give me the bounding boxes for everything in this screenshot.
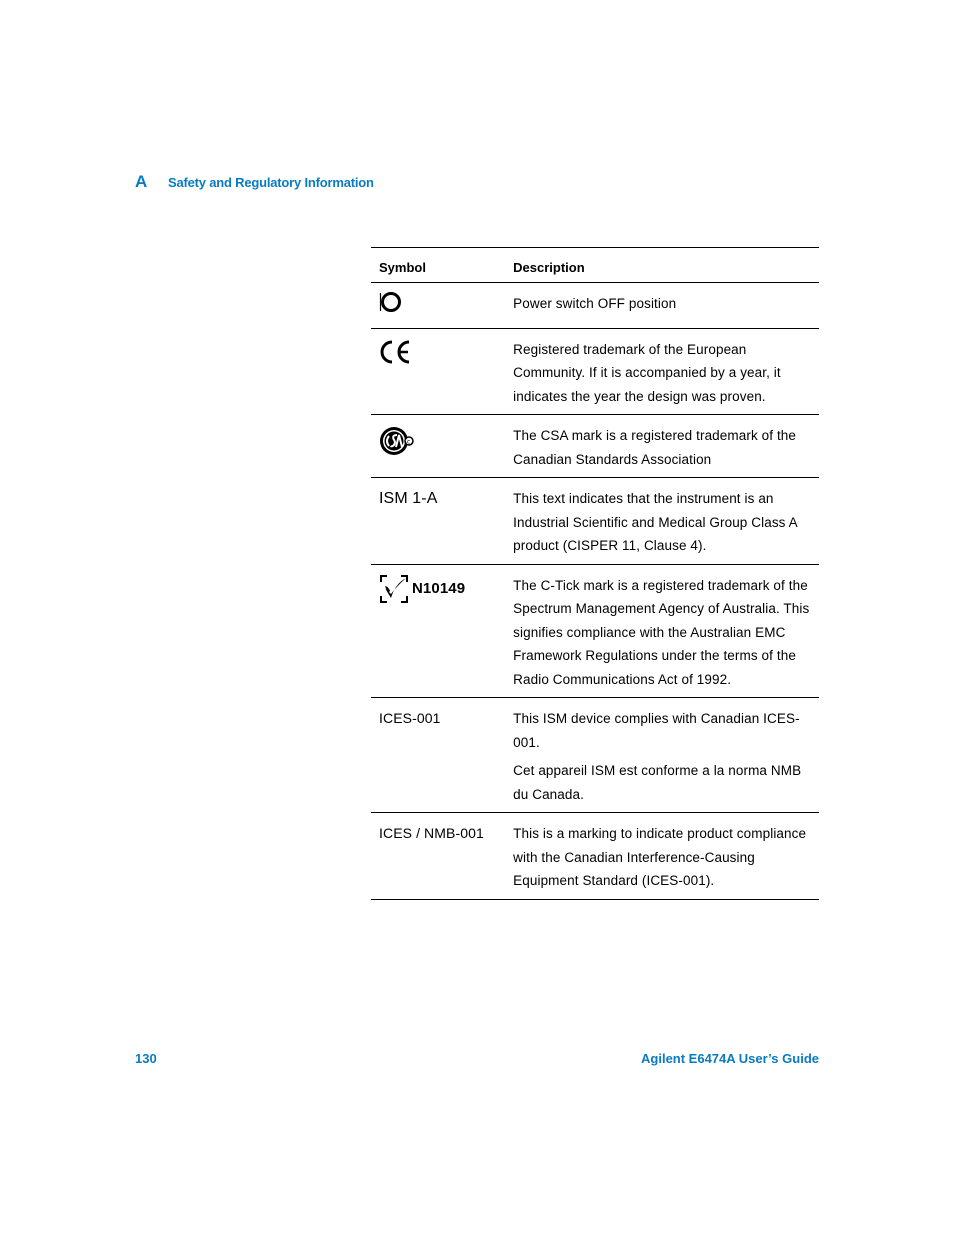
symbol-cell: [371, 415, 505, 478]
description-text-french: Cet appareil ISM est conforme a la norma NMB du Canada.: [513, 763, 802, 802]
section-title: Safety and Regulatory Information: [168, 175, 374, 190]
c-tick-mark-icon: [379, 574, 409, 604]
c-tick-symbol: [379, 574, 497, 604]
symbol-cell: [371, 283, 505, 329]
ce-mark-icon: [379, 338, 413, 366]
symbol-cell: [371, 813, 505, 900]
table-row: [371, 415, 819, 478]
c-tick-code: N10149: [412, 579, 466, 597]
table-row: [371, 813, 819, 900]
description-cell: [505, 328, 819, 415]
description-text: The CSA mark is a registered trademark of the Canadian Standards Association: [513, 428, 797, 467]
header-symbol: Symbol: [379, 260, 426, 275]
ices-nmb-symbol-text: ICES / NMB-001: [379, 825, 484, 841]
description-cell: [505, 564, 819, 698]
description-text: This is a marking to indicate product compliance with the Canadian Interference-Causing Equipment Standard (ICES-001).: [513, 826, 807, 888]
header-description: Description: [513, 260, 585, 275]
table-header-row: [371, 248, 819, 283]
description-cell: [505, 283, 819, 329]
description-cell: [505, 478, 819, 565]
svg-text:c: c: [407, 438, 411, 446]
csa-mark-icon: [379, 424, 415, 458]
symbol-cell: [371, 564, 505, 698]
table-row: [371, 564, 819, 698]
guide-title: Agilent E6474A User’s Guide: [641, 1051, 819, 1066]
description-cell: [505, 813, 819, 900]
table-row: [371, 283, 819, 329]
ism-symbol-text: ISM 1-A: [379, 490, 438, 507]
table-row: [371, 478, 819, 565]
description-cell: [505, 415, 819, 478]
symbols-table: [371, 247, 819, 900]
table-row: [371, 328, 819, 415]
page-header: [135, 172, 374, 192]
appendix-letter: A: [135, 172, 148, 191]
symbol-cell: [371, 698, 505, 813]
description-text: This text indicates that the instrument is an Industrial Scientific and Medical Group Class A product (CISPER 11, Clause 4).: [513, 491, 797, 553]
ices-symbol-text: ICES-001: [379, 710, 441, 726]
symbol-cell: [371, 478, 505, 565]
page-number: 130: [135, 1051, 157, 1066]
symbol-cell: [371, 328, 505, 415]
description-cell: [505, 698, 819, 813]
power-off-circle-icon: [379, 290, 403, 314]
description-text: This ISM device complies with Canadian ICES-001.: [513, 711, 800, 750]
description-text: The C-Tick mark is a registered trademark of the Spectrum Management Agency of Australia. This signifies compliance with the Australian EMC Framework Regulations under the terms of the Radio Communications Act of 1992.: [513, 577, 810, 687]
table-row: [371, 698, 819, 813]
description-text: Registered trademark of the European Community. If it is accompanied by a year, it indicates the year the design was proven.: [513, 341, 781, 404]
description-text: Power switch OFF position: [513, 296, 677, 311]
